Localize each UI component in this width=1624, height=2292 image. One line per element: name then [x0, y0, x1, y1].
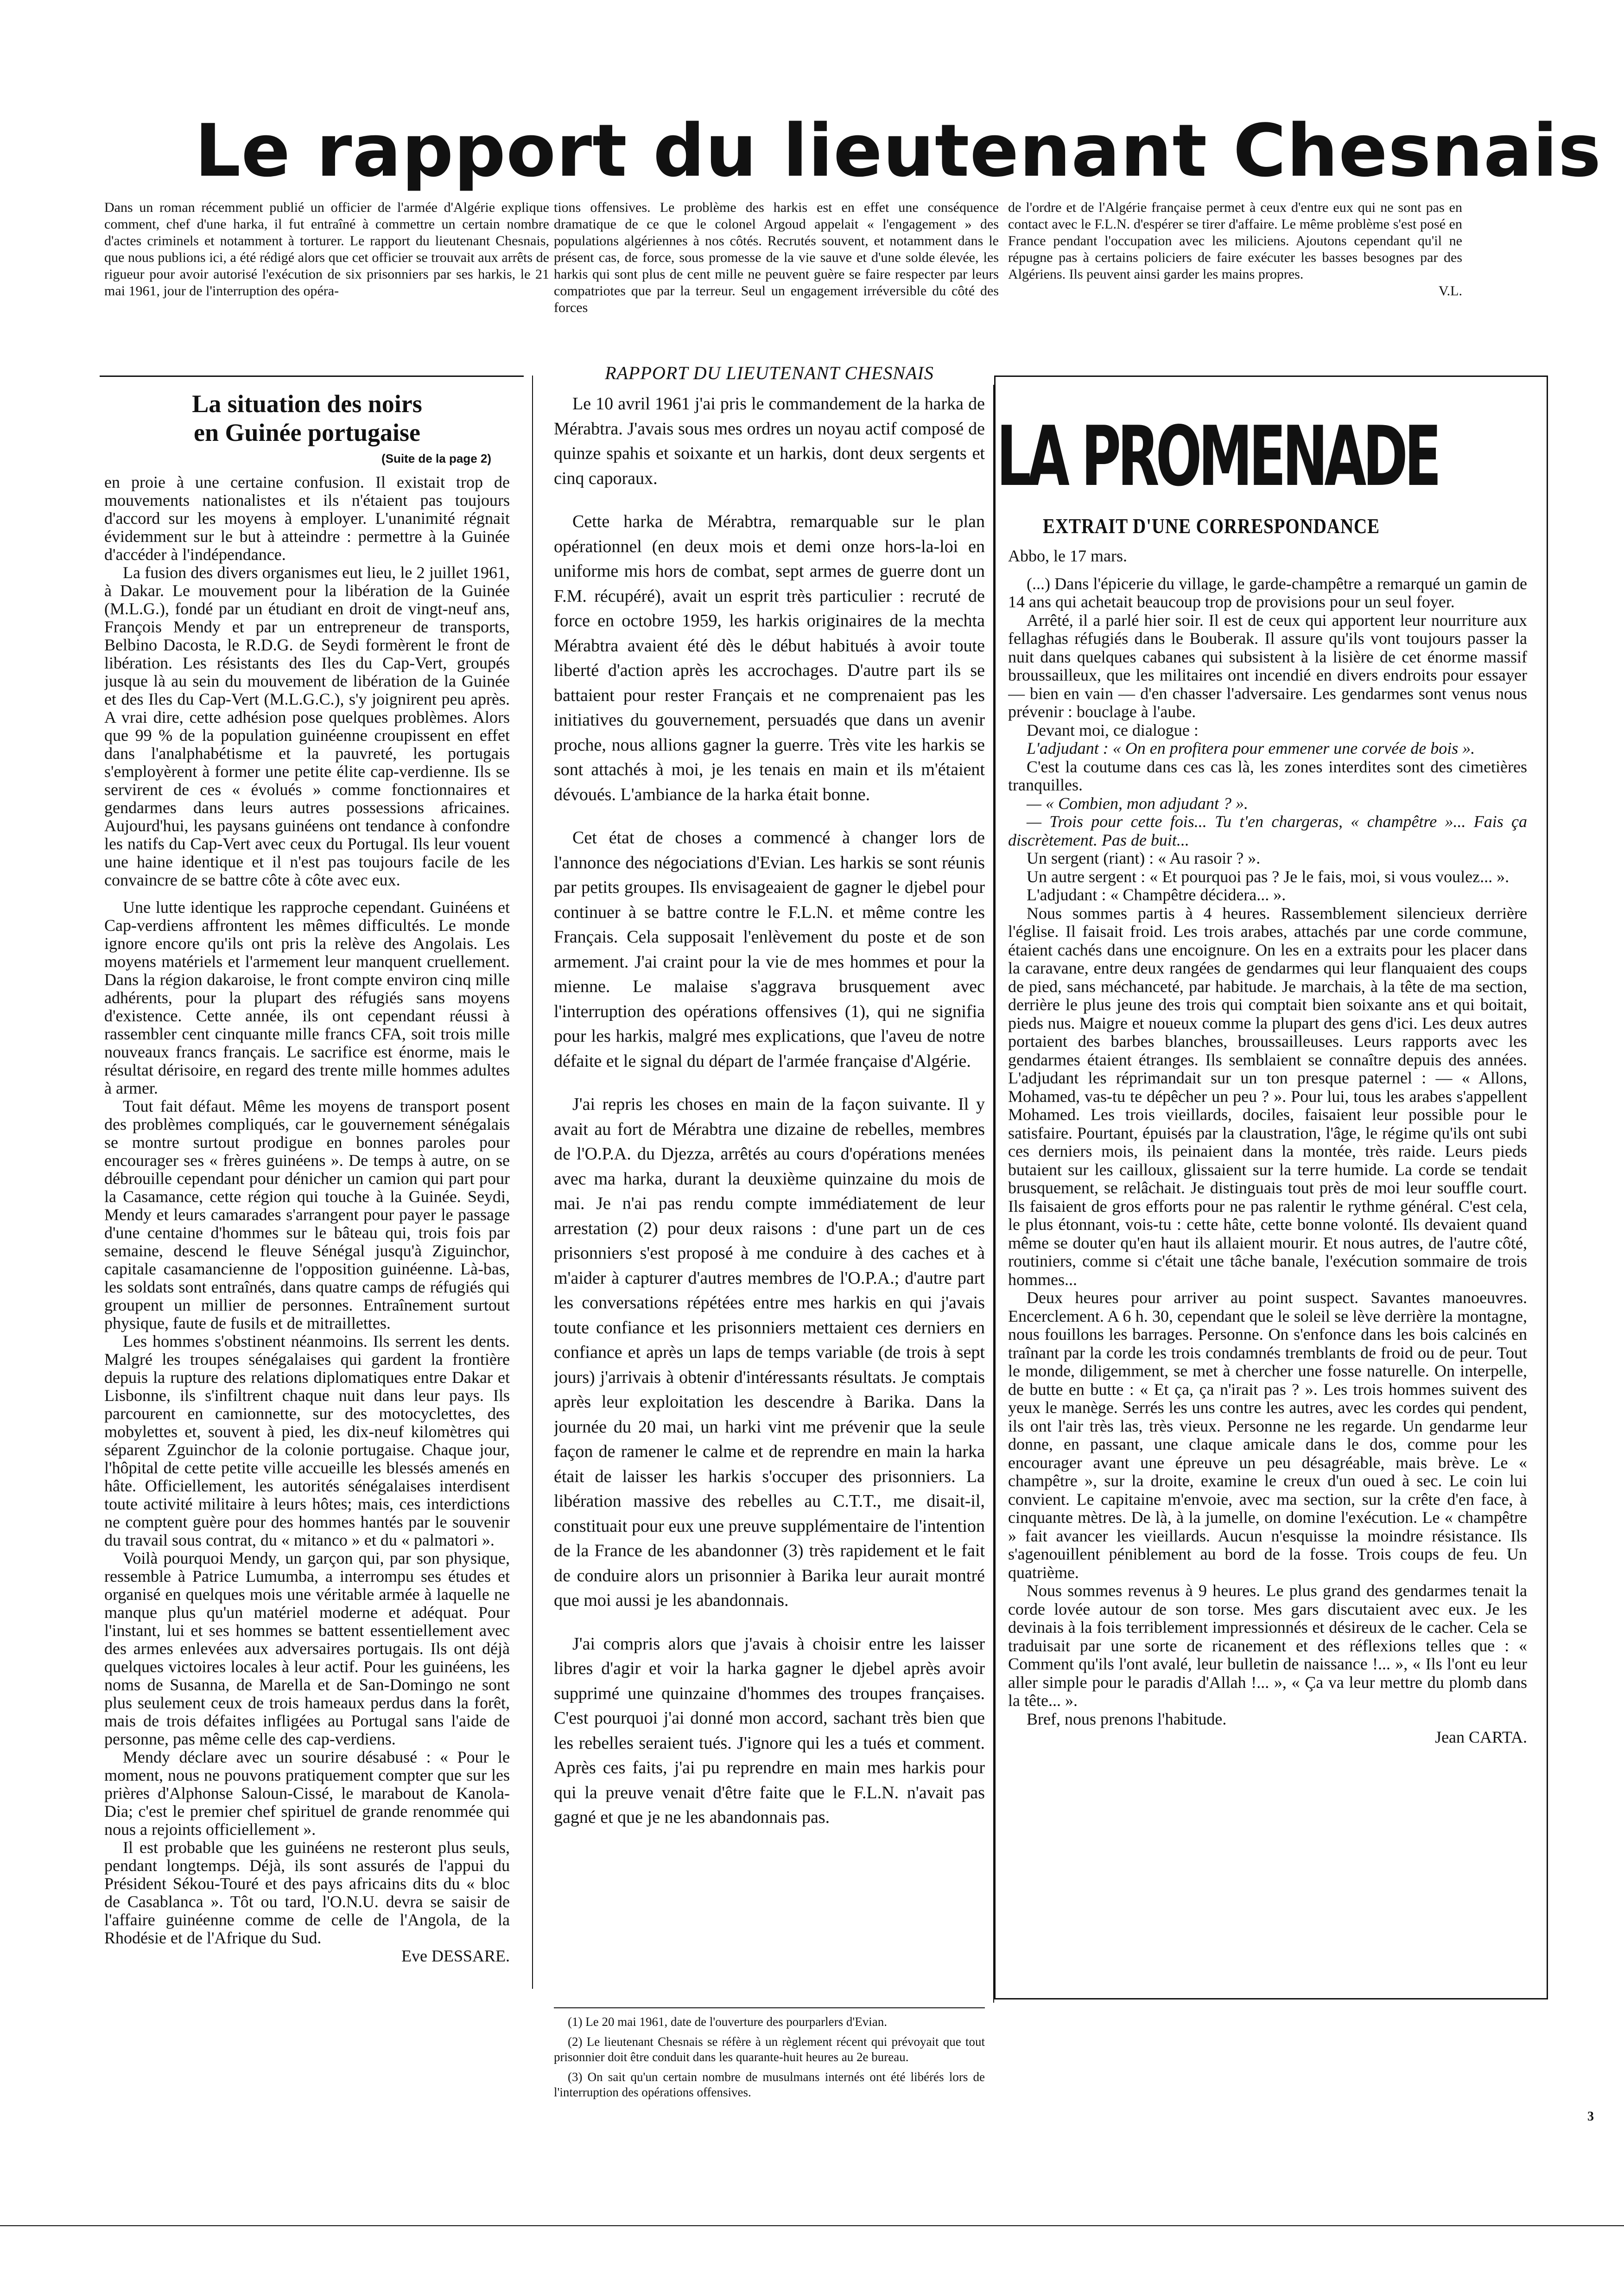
- guinea-paragraph: Les hommes s'obstinent néanmoins. Ils serrent les dents. Malgré les troupes sénégalaises qui gardent la frontière depuis la rupture des relations diplomatiques entre Dakar et Lisbonne, ils s'infiltrent chaque nuit dans leur pays. Ils parcourent en camionnette, sur des motocyclettes, des mobylettes et, souvent à pied, les dix-neuf kilomètres qui séparent Zguinchor de la colonie portugaise. Chaque jour, l'hôpital de cette petite ville accueille les blessés amenés en hâte. Officiellement, les autorités sénégalaises interdisent toute activité militaire à leurs hôtes; mais, ces interdictions ne comptent guère pour des hommes hantés par le souvenir du travail sous contrat, du « mitanco » et du « palmatori ».: [104, 1332, 510, 1549]
- promenade-subtitle: EXTRAIT D'UNE CORRESPONDANCE: [1043, 514, 1380, 538]
- intro-text-1: Dans un roman récemment publié un officier de l'armée d'Algérie explique comment, chef d'une harka, il fut entraîné à commettre un certain nombre d'actes criminels et notamment à torturer. Le rapport du lieutenant Chesnais, que nous publions ici, a été rédigé alors que cet officier se trouvait aux arrêts de rigueur pour avoir autorisé l'exécution de six prisonniers par ses harkis, le 21 mai 1961, jour de l'interruption des opéra-: [104, 200, 549, 299]
- report-paragraph: J'ai compris alors que j'avais à choisir entre les laisser libres d'agir et voir la harka gagner le djebel après avoir supprimé une quinzaine d'hommes des troupes françaises. C'est pourquoi j'ai donné mon accord, sachant très bien que les rebelles seraient tués. J'ignore qui les a tués et comment. Après ces faits, j'ai pu reprendre en main mes harkis pour qui la preuve venait d'être faite que le F.L.N. n'avait pas gagné et que je ne les abandonnais pas.: [554, 1634, 985, 1827]
- report-footnotes: [554, 2014, 985, 2135]
- promenade-paragraph: (...) Dans l'épicerie du village, le garde-champêtre a remarqué un gamin de 14 ans qui achetait beaucoup trop de provisions pour un seul foyer.: [1008, 574, 1527, 611]
- promenade-paragraph: Arrêté, il a parlé hier soir. Il est de ceux qui apportent leur nourriture aux fellaghas réfugiés dans le Bouberak. Il assure qu'ils vont toujours passer la nuit dans quelques cabanes qui subsistent à la lisière de cet énorme massif broussailleux, que les militaires ont incendié en divers endroits pour essayer — bien en vain — d'en chasser l'adversaire. Les gendarmes sont venus nous prévenir : bouclage à l'aube.: [1008, 611, 1527, 721]
- promenade-paragraph: Un autre sergent : « Et pourquoi pas ? Je le fais, moi, si vous voulez... ».: [1027, 867, 1510, 886]
- guinea-paragraph: Il est probable que les guinéens ne resteront plus seuls, pendant longtemps. Déjà, ils sont assurés de l'appui du Président Sékou-Touré et des pays africains dits du « bloc de Casablanca ». Tôt ou tard, l'O.N.U. devra se saisir de l'affaire guinéenne comme de celle de l'Angola, de la Rhodésie et de l'Afrique du Sud.: [104, 1838, 510, 1947]
- article-report: [554, 392, 985, 2005]
- promenade-paragraph: L'adjudant : « On en profitera pour emmener une corvée de bois ».: [1027, 739, 1475, 758]
- intro-text-3: de l'ordre et de l'Algérie française permet à ceux d'entre eux qui ne sont pas en contact avec le F.L.N. d'espérer se tirer d'affaire. Le même problème s'est posé en France pendant l'occupation avec les miliciens. Ajoutons cependant qu'il ne répugne pas à certains policiers de faire exécuter les basses besognes par des Algériens. Ils peuvent ainsi garder les mains propres.: [1008, 200, 1462, 282]
- promenade-paragraph: Deux heures pour arriver au point suspect. Savantes manoeuvres. Encerclement. A 6 h. 30, cependant que le soleil se lève derrière la montagne, nous fouillons les barrages. Personne. On s'enfonce dans les bois calcinés en traînant par la corde les trois condamnés tremblants de froid ou de peur. Tout le monde, diligemment, se met à chercher une fosse naturelle. On interpelle, de butte en butte : « Et ça, ça n'irait pas ? ». Les trois hommes suivent des yeux le manège. Serrés les uns contre les autres, avec les cordes qui pendent, ils ont l'air très las, très vieux. Personne ne les regarde. Un gendarme leur donne, en passant, une claque amicale dans le dos, comme pour les encourager avant une épreuve un peu désagréable, mais brève. Le « champêtre », sur la droite, examine le creux d'un oued à sec. Le coin lui convient. Le capitaine m'envoie, avec ma section, sur la crête d'en face, à cinquante mètres. De là, à la jumelle, on domine l'exécution. Le « champêtre » fait avancer les vieillards. Aucun n'esquisse la moindre résistance. Ils s'agenouillent péniblement au bord de la fosse. Trois coups de feu. Un quatrième.: [1008, 1288, 1527, 1582]
- report-paragraph: Cet état de choses a commencé à changer lors de l'annonce des négociations d'Evian. Les harkis se sont réunis par petits groupes. Ils envisageaient de gagner le djebel pour continuer à se battre contre le F.L.N. et même contre les Français. Cela supposait l'enlèvement du poste et de son armement. J'ai craint pour la vie de mes hommes et pour la mienne. Le malaise s'aggrava brusquement avec l'interruption des opérations offensives (1), qui ne signifia pour les harkis, malgré mes explications, que l'aveu de notre défaite et le signal du départ de l'armée française d'Algérie.: [554, 828, 985, 1071]
- rule-left-top: [100, 376, 524, 377]
- promenade-paragraph: Bref, nous prenons l'habitude.: [1027, 1709, 1227, 1728]
- rule-column-divider-left: [532, 376, 533, 1989]
- footnote: (2) Le lieutenant Chesnais se réfère à un règlement récent qui prévoyait que tout prisonnier doit être conduit dans les quarante-huit heures au 2e bureau.: [554, 2035, 985, 2064]
- rule-page-bottom: [0, 2225, 1624, 2226]
- guinea-paragraph: Mendy déclare avec un sourire désabusé : « Pour le moment, nous ne pouvons pratiquement compter que sur les prières d'Alphonse Saloun-Cissé, le marabout de Kanola-Dia; c'est le premier chef spirituel de grande renommée qui nous a rejoints officiellement ».: [104, 1748, 510, 1839]
- promenade-paragraph: — « Combien, mon adjudant ? ».: [1027, 794, 1249, 813]
- report-paragraph: J'ai repris les choses en main de la façon suivante. Il y avait au fort de Mérabtra une dizaine de rebelles, membres de l'O.P.A. du Djezza, arrêtés au cours d'opérations menées avec ma harka, durant la deuxième quinzaine du mois de mai. Je n'ai pas rendu compte immédiatement de leur arrestation (2) pour deux raisons : d'une part un de ces prisonniers s'est proposé à me conduire à des caches et à m'aider à capturer d'autres membres de l'O.P.A.; d'autre part les conversations répétées entre mes harkis en qui j'avais toute confiance et les prisonniers mettaient ces derniers en confiance et après un laps de temps variable (de trois à sept jours) j'arrivais à obtenir d'intéressants résultats. Je comptais après leur exploitation les descendre à Barika. Dans la journée du 20 mai, un harki vint me prévenir que la seule façon de ramener le calme et de reprendre en main la harka était de laisser les harkis s'occuper des prisonniers. La libération massive des rebelles au C.T.T., me disait-il, constituait pour eux une preuve supplémentaire de l'intention de la France de les abandonner (3) très rapidement et le fait de conduire alors un prisonnier à Barika leur aurait montré que moi aussi je les abandonnais.: [554, 1095, 985, 1610]
- guinea-paragraph: Une lutte identique les rapproche cependant. Guinéens et Cap-verdiens affrontent les mêmes difficultés. Le monde ignore encore qu'ils ont pris la relève des Angolais. Les moyens matériels et l'armement leur manquent cruellement. Dans la région dakaroise, le front compte environ cinq mille adhérents, pour la plupart des réfugiés sans moyens d'existence. Cette année, ils ont cependant réussi à rassembler cent cinquante mille francs CFA, soit trois mille nouveaux francs français. Le sacrifice est énorme, mais le résultat dérisoire, en regard des trente mille hommes adultes à armer.: [104, 898, 510, 1097]
- guinea-author: Eve DESSARE.: [401, 1947, 510, 1965]
- rule-promenade-right: [1547, 376, 1548, 1998]
- guinea-paragraph: en proie à une certaine confusion. Il existait trop de mouvements nationalistes et ils n'étaient pas toujours d'accord sur les moyens à employer. L'unanimité régnait évidemment sur le but à atteindre : permettre à la Guinée d'accéder à l'indépendance.: [104, 473, 510, 564]
- guinea-paragraph: Voilà pourquoi Mendy, un garçon qui, par son physique, ressemble à Patrice Lumumba, a interrompu ses études et organisé en quelques mois une véritable armée à laquelle ne manque plus qu'un matériel moderne et adéquat. Pour l'instant, lui et ses hommes se battent essentiellement avec des armes enlevées aux adversaires portugais. Ils ont déjà quelques victoires locales à leur actif. Pour les guinéens, les noms de Susanna, de Marella et de San-Domingo ne sont plus seulement ceux de trois hameaux perdus dans la forêt, mais de trois défaites infligées au Portugal sans l'aide de personne, pas même celle des cap-verdiens.: [104, 1549, 510, 1748]
- intro-column-3: [1008, 199, 1462, 403]
- rule-promenade-top: [994, 376, 1548, 377]
- promenade-paragraph: Nous sommes revenus à 9 heures. Le plus grand des gendarmes tenait la corde lovée autour de son torse. Mes gars discutaient avec eux. Je les devinais à la fois terriblement impressionnés et désireux de le cacher. Cela se traduisait par une sorte de ricanement et des réflexions telles que : « Comment qu'ils l'ont avalé, leur bulletin de naissance !... », « Ils l'ont eu leur aller simple pour le paradis d'Allah !... », « Ça va leur mettre du plomb dans la tête... ».: [1008, 1581, 1527, 1710]
- page-number: 3: [1587, 2109, 1594, 2124]
- promenade-paragraph: — Trois pour cette fois... Tu t'en chargeras, « champêtre »... Fais ça discrètement. Pas de buit...: [1008, 812, 1527, 849]
- guinea-paragraph: Tout fait défaut. Même les moyens de transport posent des problèmes compliqués, car le gouvernement sénégalais se montre surtout prodigue en bonnes paroles pour encourager ses « frères guinéens ». De temps à autre, on se débrouille cependant pour dénicher un camion qui part pour la Casamance, cette région qui touche à la Guinée. Seydi, Mendy et leurs camarades s'arrangent pour payer le passage d'une centaine d'hommes sur le bâteau qui, trois fois par semaine, descend le fleuve Sénégal jusqu'à Ziguinchor, capitale casamancienne de l'opposition guinéenne. Là-bas, les soldats sont entraînés, dans quatre camps de réfugiés qui groupent un millier de personnes. Entraînement surtout physique, faute de fusils et de mitraillettes.: [104, 1097, 510, 1332]
- intro-column-1: [104, 199, 549, 403]
- footnote: (1) Le 20 mai 1961, date de l'ouverture des pourparlers d'Evian.: [568, 2015, 888, 2029]
- promenade-title: LA PROMENADE: [996, 408, 1438, 504]
- intro-initials: V.L.: [1438, 283, 1462, 299]
- promenade-paragraph: Devant moi, ce dialogue :: [1027, 720, 1199, 739]
- article-promenade: [1008, 547, 1527, 2031]
- article-guinea: [104, 389, 510, 2012]
- rule-promenade-left: [994, 376, 996, 1998]
- promenade-author: Jean CARTA.: [1435, 1728, 1527, 1746]
- promenade-paragraph: Un sergent (riant) : « Au rasoir ? ».: [1027, 849, 1261, 867]
- continued-note: (Suite de la page 2): [381, 452, 491, 465]
- report-paragraph: Le 10 avril 1961 j'ai pris le commandement de la harka de Mérabtra. J'avais sous mes ordres un noyau actif composé de quinze spahis et soixante et un harkis, dont deux sergents et cinq caporaux.: [554, 394, 985, 488]
- intro-text-2: tions offensives. Le problème des harkis est en effet une conséquence dramatique de ce que le colonel Argoud appelait « l'engagement » des populations algériennes à nos côtés. Recrutés souvent, et notamment dans le présent cas, de force, sous promesse de la vie sauve et d'une solde élevée, les harkis qui sont plus de cent mille ne peuvent guère se faire respecter par leurs compatriotes que par la terreur. Seul un engagement irréversible du côté des forces: [554, 200, 999, 315]
- promenade-paragraph: Nous sommes partis à 4 heures. Rassemblement silencieux derrière l'église. Il faisait froid. Les trois arabes, attachés par une corde commune, étaient cachés dans une encoignure. On les en a extraits pour les placer dans la caravane, entre deux rangées de gendarmes qui leur flanquaient des coups de pied, sans méchanceté, par habitude. Je marchais, à la tête de ma section, derrière le plus jeune des trois qui comptait bien soixante ans et qui boitait, pieds nus. Maigre et noueux comme la plupart des gens d'ici. Les deux autres portaient des barbes blanches, broussailleuses. Leurs rapports avec les gendarmes étaient étranges. Ils semblaient se connaître depuis des années. L'adjudant les réprimandait sur un ton presque paternel : — « Allons, Mohamed, vas-tu te dépêcher un peu ? ». Pour lui, tous les arabes s'appellent Mohamed. Les trois vieillards, dociles, faisaient leur possible pour le satisfaire. Pourtant, épuisés par la claustration, l'âge, le régime qu'ils ont subi ces derniers mois, ils peinaient dans la montée, très raide. Leurs pieds butaient sur les cailloux, glissaient sur la terre humide. La corde se tendait brusquement, se relâchait. Je distinguais tout près de moi leur souffle court. Ils faisaient de gros efforts pour ne pas ralentir le rythme général. C'est cela, le plus étonnant, vois-tu : cette hâte, cette bonne volonté. Ils devaient quand même se douter qu'en haut ils allaient mourir. Et nous autres, de l'autre côté, routiniers, comme si c'était une tâche banale, l'exécution sommaire de trois hommes...: [1008, 904, 1527, 1289]
- report-kicker: RAPPORT DU LIEUTENANT CHESNAIS: [605, 363, 934, 383]
- promenade-paragraph: L'adjudant : « Champêtre décidera... ».: [1027, 885, 1286, 904]
- rule-notes: [554, 2007, 985, 2008]
- report-paragraph: Cette harka de Mérabtra, remarquable sur le plan opérationnel (en deux mois et demi onze hors-la-loi en uniforme mis hors de combat, sept armes de guerre dont un F.M. récupéré), avait un esprit très particulier : recruté de force en octobre 1959, les harkis originaires de la mechta Mérabtra avaient été dès le début habitués à avoir toute liberté d'action après les accrochages. D'autre part ils se battaient pour rester Français et ne comprenaient pas les initiatives du gouvernement, persuadés que dans un avenir proche, nous allions gagner la guerre. Très vite les harkis se sont attachés à moi, je les tenais en main et ils m'étaient dévoués. L'ambiance de la harka était bonne.: [554, 512, 985, 804]
- article-guinea-title-line2: en Guinée portugaise: [193, 419, 420, 446]
- promenade-dateline: Abbo, le 17 mars.: [1008, 547, 1127, 565]
- footnote: (3) On sait qu'un certain nombre de musulmans internés ont été libérés lors de l'interruption des opérations offensives.: [554, 2070, 985, 2099]
- article-guinea-title-line1: La situation des noirs: [192, 390, 422, 418]
- promenade-paragraph: C'est la coutume dans ces cas là, les zones interdites sont des cimetières tranquilles.: [1008, 757, 1527, 794]
- page-headline: Le rapport du lieutenant Chesnais: [195, 108, 1602, 193]
- guinea-paragraph: La fusion des divers organismes eut lieu, le 2 juillet 1961, à Dakar. Le mouvement pour la libération de la Guinée (M.L.G.), fondé par un étudiant en droit de vingt-neuf ans, François Mendy et par un entrepreneur de transports, Belbino Dacosta, le R.D.G. de Seydi formèrent le front de libération. Les résistants des Iles du Cap-Vert, groupés jusque là au sein du mouvement de libération de la Guinée et des Iles du Cap-Vert (M.L.G.C.), s'y joignirent peu après. A vrai dire, cette adhésion pose quelques problèmes. Alors que 99 % de la population guinéenne croupissent en effet dans l'analphabétisme et la pauvreté, les portugais s'employèrent à former une petite élite cap-verdienne. Ils se servirent de ces « évolués » comme fonctionnaires et gendarmes dans leurs autres possessions africaines. Aujourd'hui, les paysans guinéens ont tendance à confondre les natifs du Cap-Vert avec ceux du Portugal. Ils leur vouent une haine identique et il n'est pas toujours facile de les convaincre de se battre côte à côte avec eux.: [104, 563, 510, 889]
